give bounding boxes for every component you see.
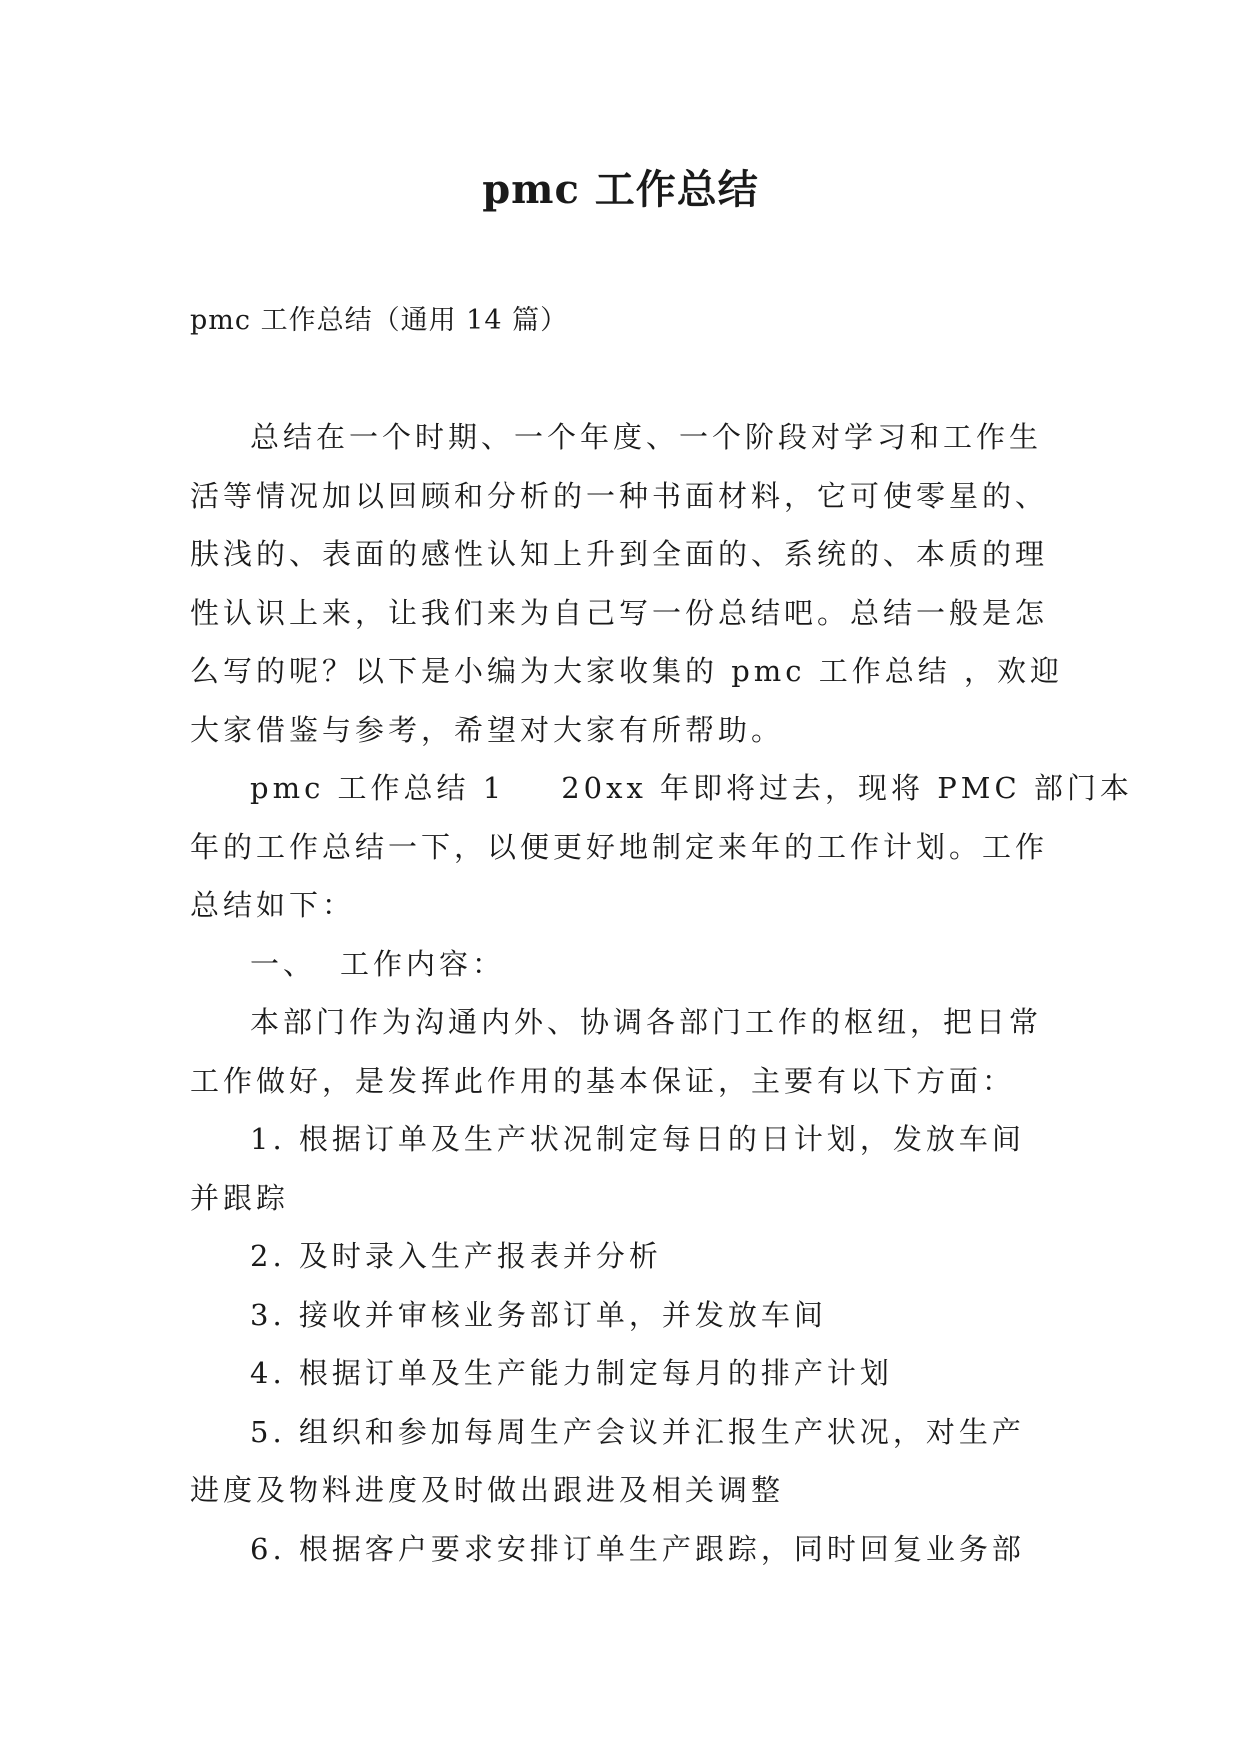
- intro-line: 肤浅的、表面的感性认知上升到全面的、系统的、本质的理: [190, 537, 1049, 571]
- document-body: [190, 408, 1133, 1578]
- list-item-line: 5. 组织和参加每周生产会议并汇报生产状况，对生产: [250, 1414, 1025, 1449]
- intro-line: 么写的呢？以下是小编为大家收集的 pmc 工作总结 ，欢迎: [190, 654, 1063, 688]
- intro-line: 大家借鉴与参考，希望对大家有所帮助。: [190, 712, 785, 747]
- list-item-line: 6. 根据客户要求安排订单生产跟踪，同时回复业务部: [250, 1531, 1025, 1566]
- list-item-line: 4. 根据订单及生产能力制定每月的排产计划: [250, 1356, 893, 1390]
- list-item: [190, 1520, 1060, 1579]
- section1-heading: pmc 工作总结 1: [250, 771, 506, 805]
- document-title: pmc 工作总结: [482, 166, 759, 213]
- section1-line: 20xx 年即将过去，现将 PMC 部门本: [561, 771, 1133, 805]
- section1-line: 年的工作总结一下，以便更好地制定来年的工作计划。工作: [190, 829, 1049, 864]
- intro-line: 活等情况加以回顾和分析的一种书面材料，它可使零星的、: [190, 478, 1049, 513]
- intro-line: 总结在一个时期、一个年度、一个阶段对学习和工作生: [250, 420, 1043, 454]
- list-item: [190, 1344, 1060, 1403]
- list-item: [190, 1227, 1060, 1286]
- section1-first-line: [190, 759, 1133, 818]
- part-heading: [190, 935, 1060, 994]
- list-item: [190, 1110, 1060, 1227]
- list-item-line: 3. 接收并审核业务部订单，并发放车间: [250, 1297, 827, 1332]
- intro-paragraph: [190, 408, 1063, 759]
- section1-paragraph: [190, 759, 1133, 935]
- part-intro-line: 本部门作为沟通内外、协调各部门工作的枢纽，把日常: [250, 1005, 1043, 1039]
- part-heading-text: 工作内容：: [340, 946, 506, 981]
- intro-line: 性认识上来，让我们来为自己写一份总结吧。总结一般是怎: [190, 595, 1049, 630]
- list-item-line: 并跟踪: [190, 1180, 290, 1215]
- list-item-line: 2. 及时录入生产报表并分析: [250, 1239, 662, 1273]
- list-item-line: 进度及物料进度及时做出跟进及相关调整: [190, 1473, 785, 1507]
- part-intro-paragraph: [190, 993, 1060, 1110]
- document-subtitle: pmc 工作总结（通用 14 篇）: [190, 305, 569, 336]
- part-heading-line: [190, 935, 1060, 994]
- list-item: [190, 1403, 1060, 1520]
- part-heading-number: 一、: [250, 946, 317, 981]
- part-intro-line: 工作做好，是发挥此作用的基本保证，主要有以下方面：: [190, 1063, 1016, 1098]
- section1-line: 总结如下：: [190, 888, 356, 922]
- list-item-line: 1. 根据订单及生产状况制定每日的日计划，发放车间: [250, 1122, 1025, 1156]
- list-item: [190, 1286, 1060, 1345]
